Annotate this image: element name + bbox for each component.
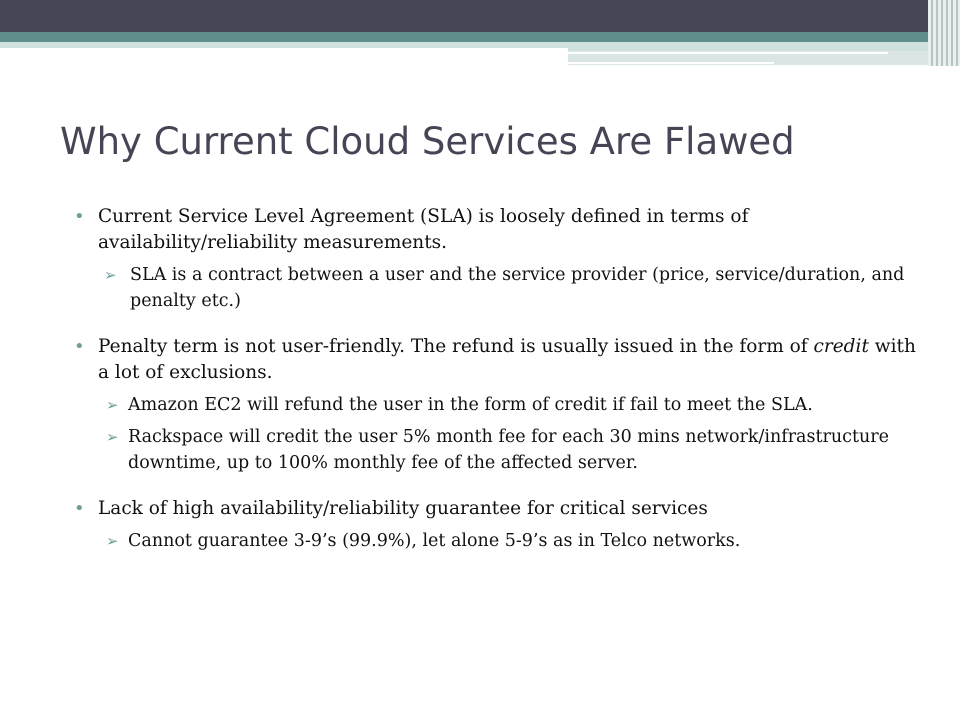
bullet-item: [74, 496, 924, 522]
bullet-dot-icon: •: [74, 206, 85, 227]
bullet-item: [74, 334, 924, 386]
slide-title: Why Current Cloud Services Are Flawed: [60, 120, 795, 163]
header-dark-bar: [0, 0, 960, 32]
header-teal-bar: [0, 32, 960, 42]
sub-bullet-text: Amazon EC2 will refund the user in the form of credit if fail to meet the SLA.: [128, 395, 813, 415]
bullet-text: Lack of high availability/reliability guarantee for critical services: [98, 498, 708, 519]
bullet-text-after: with a lot of exclusions.: [98, 336, 916, 383]
header-white-line-short: [568, 62, 774, 64]
sub-bullet-item: [74, 392, 924, 418]
sub-bullet-item: [74, 262, 924, 314]
header-stripes: [928, 0, 960, 66]
arrow-bullet-icon: ➢: [106, 428, 119, 446]
arrow-bullet-icon: ➢: [106, 396, 119, 414]
bullet-text-before: Penalty term is not user-friendly. The refund is usually issued in the form of: [98, 336, 814, 357]
header-white-line: [568, 52, 888, 54]
bullet-text: Current Service Level Agreement (SLA) is loosely defined in terms of availability/reliability measurements.: [98, 206, 749, 253]
slide-content: [74, 204, 924, 554]
bullet-text-emphasis: credit: [813, 336, 869, 357]
bullet-item: [74, 204, 924, 256]
bullet-group-penalty: [74, 334, 924, 476]
header-light-bar: [0, 42, 568, 48]
bullet-dot-icon: •: [74, 336, 85, 357]
arrow-bullet-icon: ➢: [104, 266, 117, 284]
bullet-dot-icon: •: [74, 498, 85, 519]
bullet-group-availability: [74, 496, 924, 554]
bullet-group-sla: [74, 204, 924, 314]
sub-bullet-item: [74, 528, 924, 554]
sub-bullet-item: [74, 424, 924, 476]
sub-bullet-text: Cannot guarantee 3-9’s (99.9%), let alone 5-9’s as in Telco networks.: [128, 531, 741, 551]
arrow-bullet-icon: ➢: [106, 532, 119, 550]
header-decoration: [0, 0, 960, 66]
header-light-bar-right: [568, 42, 960, 51]
sub-bullet-text: SLA is a contract between a user and the service provider (price, service/duration, and penalty etc.): [130, 265, 905, 311]
sub-bullet-text: Rackspace will credit the user 5% month fee for each 30 mins network/infrastructure downtime, up to 100% monthly fee of the affected server.: [128, 427, 889, 473]
